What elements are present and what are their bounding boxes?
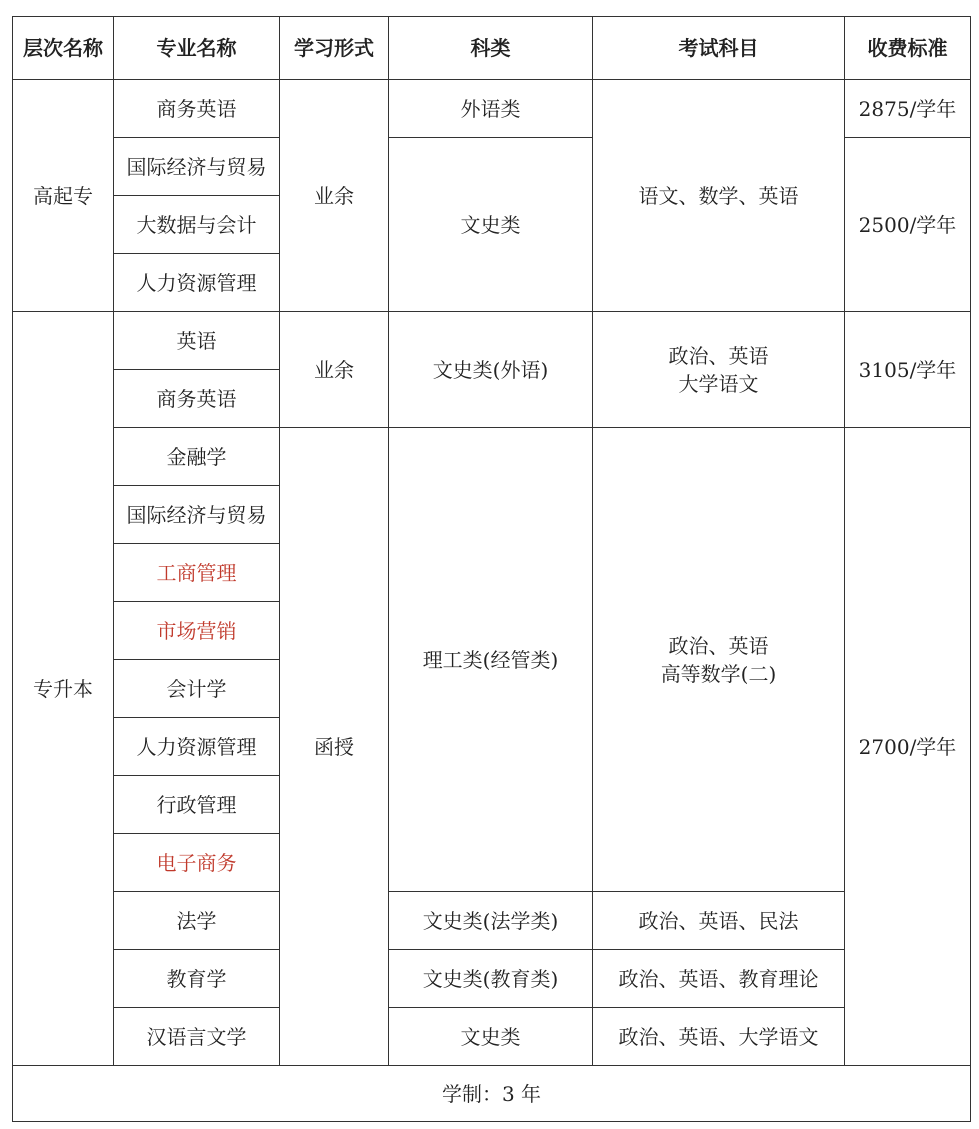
footer-row (13, 1066, 971, 1122)
exam-subjects-cell: 政治、英语、民法 (593, 892, 845, 950)
table-row (13, 428, 971, 486)
header-major: 专业名称 (114, 17, 280, 80)
category-cell: 文史类 (389, 138, 593, 312)
fee-cell: 2700/学年 (845, 428, 971, 1066)
category-cell: 文史类 (389, 1008, 593, 1066)
table-row (13, 1008, 971, 1066)
major-cell-highlighted: 电子商务 (114, 834, 280, 892)
header-row (13, 17, 971, 80)
study-form-cell: 业余 (280, 312, 389, 428)
header-level: 层次名称 (13, 17, 114, 80)
major-cell: 金融学 (114, 428, 280, 486)
table-row (13, 950, 971, 1008)
exam-subjects-cell: 语文、数学、英语 (593, 80, 845, 312)
study-form-cell: 函授 (280, 428, 389, 1066)
fee-cell: 2500/学年 (845, 138, 971, 312)
major-cell: 教育学 (114, 950, 280, 1008)
header-category: 科类 (389, 17, 593, 80)
level-cell: 高起专 (13, 80, 114, 312)
major-cell-highlighted: 市场营销 (114, 602, 280, 660)
major-cell: 人力资源管理 (114, 718, 280, 776)
exam-subjects-cell: 政治、英语 高等数学(二) (593, 428, 845, 892)
header-study-form: 学习形式 (280, 17, 389, 80)
major-cell: 国际经济与贸易 (114, 486, 280, 544)
table-row (13, 80, 971, 138)
major-cell: 英语 (114, 312, 280, 370)
table-row (13, 312, 971, 370)
major-cell-highlighted: 工商管理 (114, 544, 280, 602)
exam-subjects-cell: 政治、英语 大学语文 (593, 312, 845, 428)
major-cell: 国际经济与贸易 (114, 138, 280, 196)
study-duration-note: 学制：3 年 (13, 1066, 971, 1122)
major-cell: 商务英语 (114, 80, 280, 138)
fee-cell: 3105/学年 (845, 312, 971, 428)
header-exam-subjects: 考试科目 (593, 17, 845, 80)
major-cell: 法学 (114, 892, 280, 950)
table-row (13, 892, 971, 950)
major-cell: 汉语言文学 (114, 1008, 280, 1066)
level-cell: 专升本 (13, 312, 114, 1066)
major-cell: 大数据与会计 (114, 196, 280, 254)
study-form-cell: 业余 (280, 80, 389, 312)
category-cell: 文史类(外语) (389, 312, 593, 428)
exam-subjects-cell: 政治、英语、大学语文 (593, 1008, 845, 1066)
major-cell: 会计学 (114, 660, 280, 718)
category-cell: 文史类(法学类) (389, 892, 593, 950)
fee-cell: 2875/学年 (845, 80, 971, 138)
category-cell: 文史类(教育类) (389, 950, 593, 1008)
category-cell: 外语类 (389, 80, 593, 138)
major-cell: 商务英语 (114, 370, 280, 428)
category-cell: 理工类(经管类) (389, 428, 593, 892)
major-cell: 行政管理 (114, 776, 280, 834)
header-fee: 收费标准 (845, 17, 971, 80)
fee-table (12, 16, 971, 1122)
major-cell: 人力资源管理 (114, 254, 280, 312)
exam-subjects-cell: 政治、英语、教育理论 (593, 950, 845, 1008)
